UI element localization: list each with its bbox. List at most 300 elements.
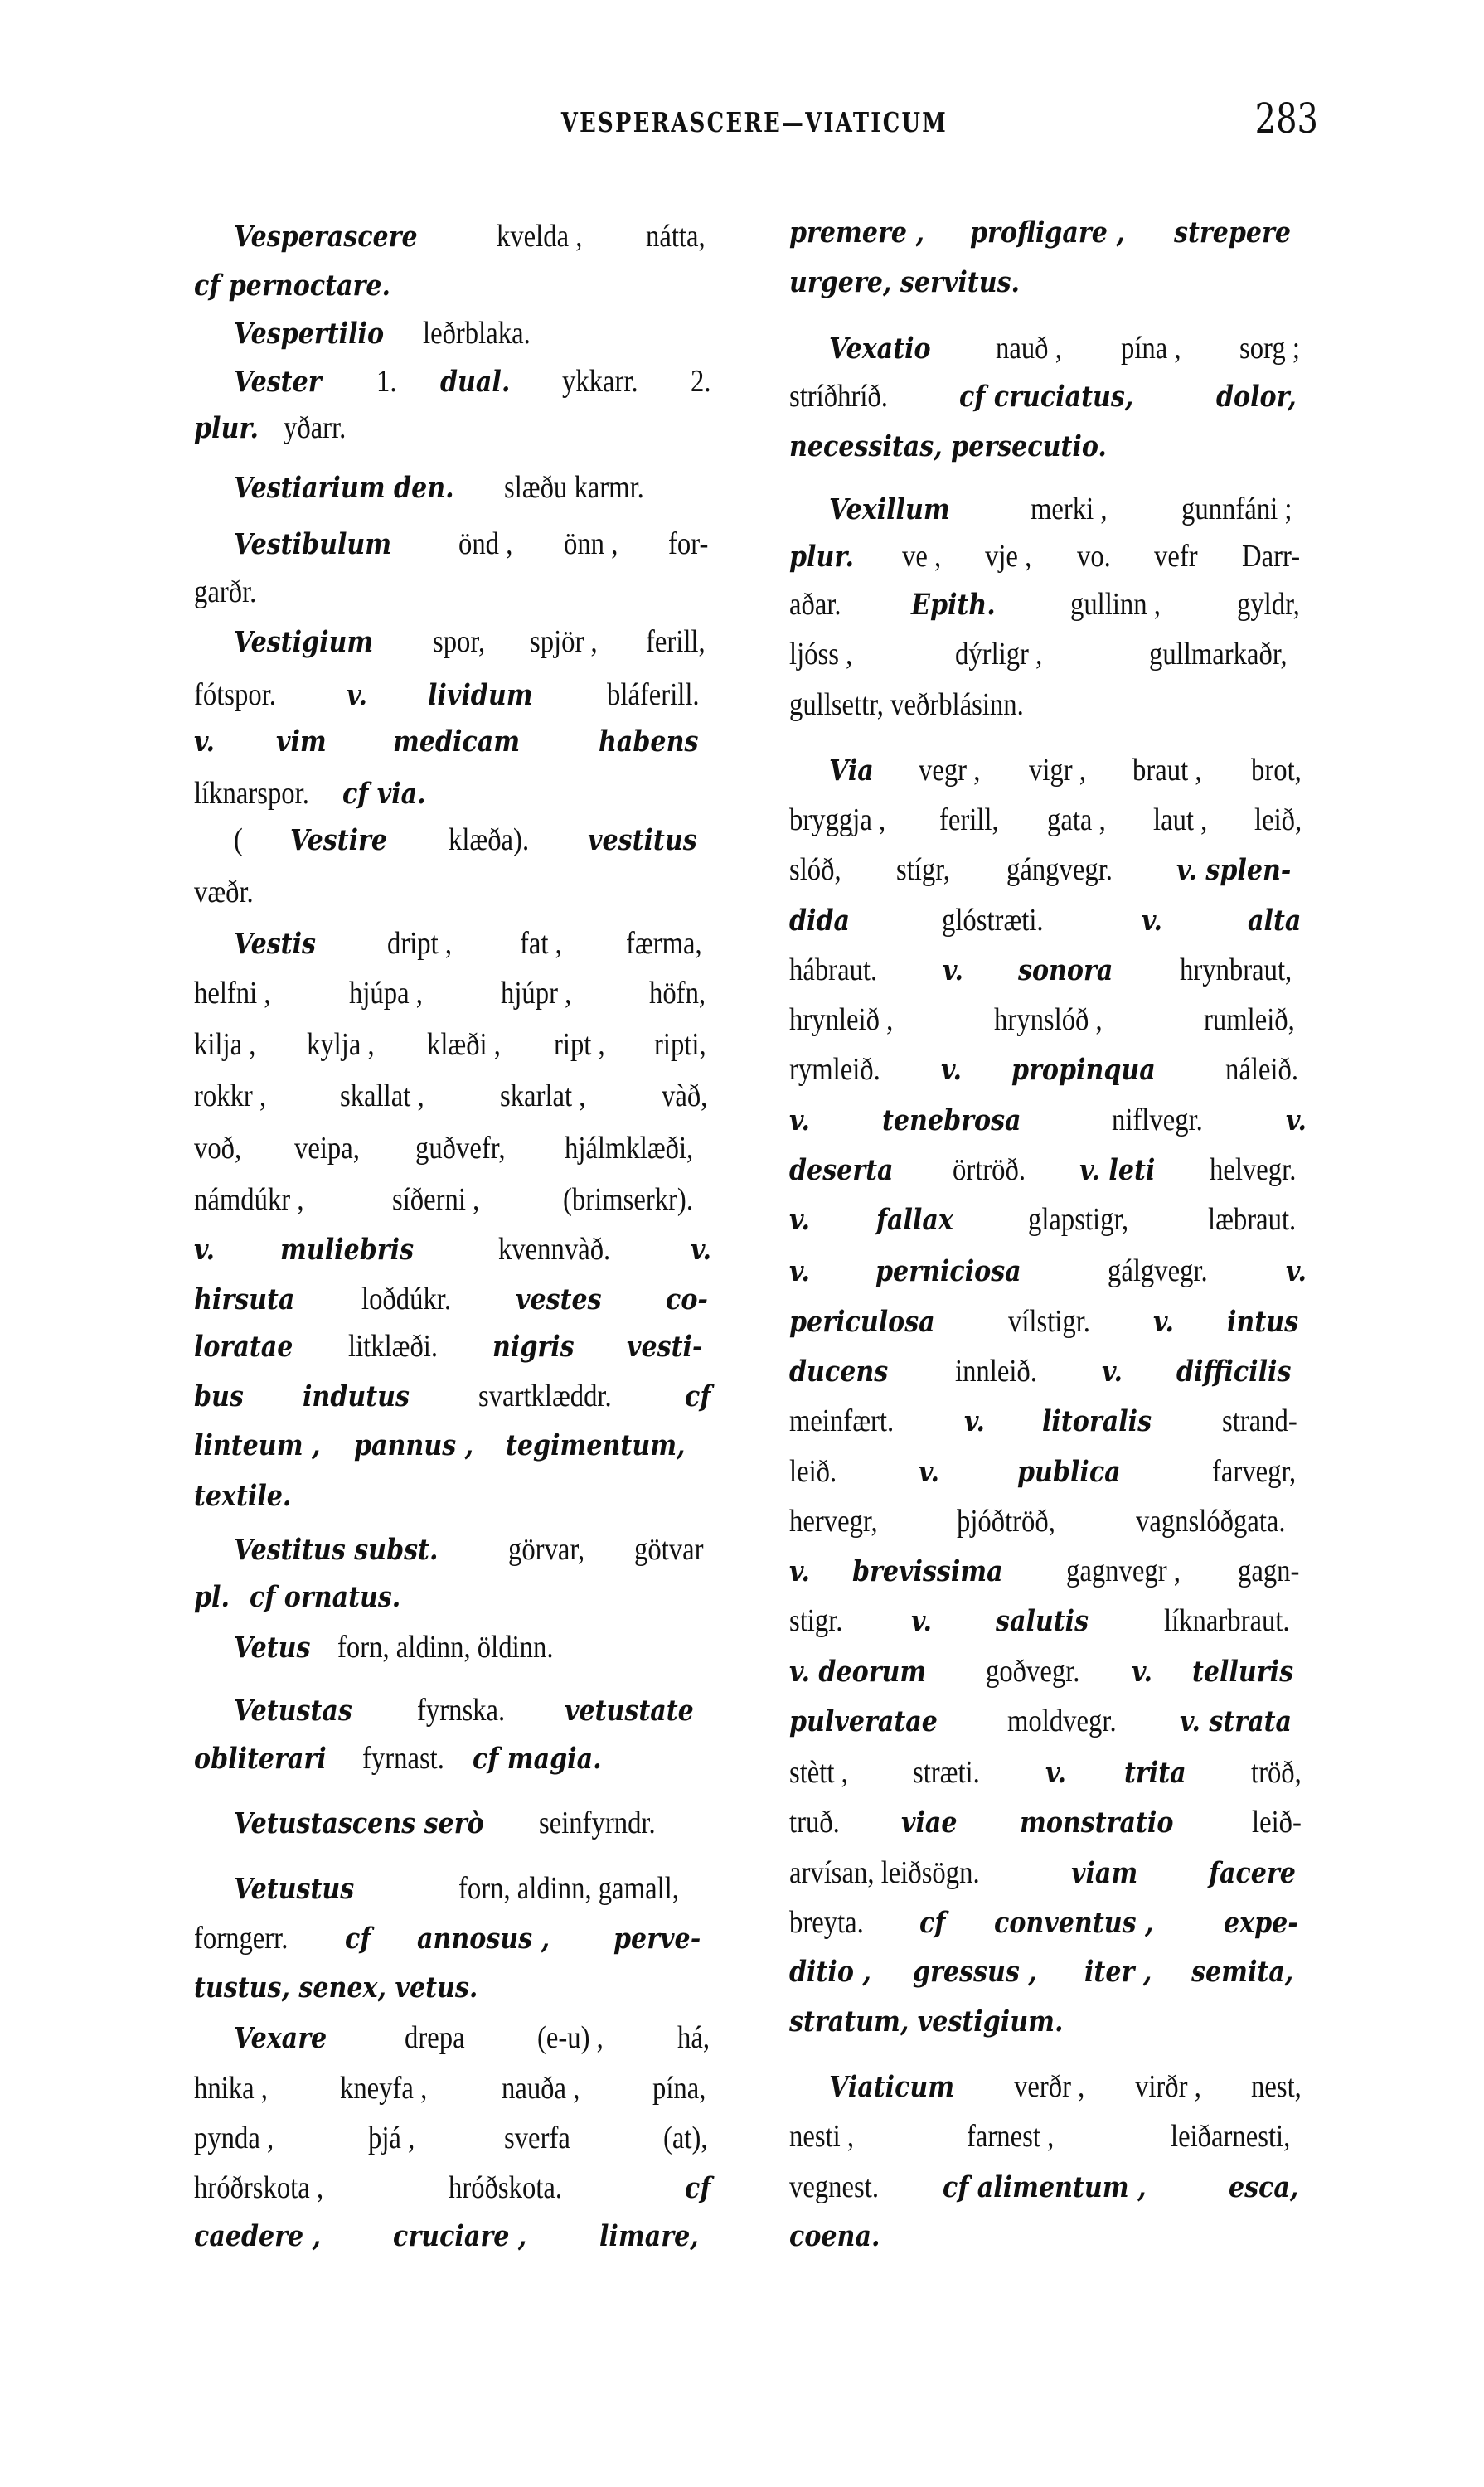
icelandic-gloss: fat , xyxy=(519,926,562,961)
text-line xyxy=(234,920,715,967)
icelandic-gloss: höfn, xyxy=(648,976,706,1011)
text-line xyxy=(194,1915,715,1961)
latin-term: Vestitus subst. xyxy=(234,1533,439,1567)
icelandic-gloss: drepa xyxy=(405,2020,465,2055)
icelandic-gloss: arvísan, leiðsögn. xyxy=(789,1855,980,1890)
latin-term: Vestiarium den. xyxy=(234,471,454,505)
latin-term: textile. xyxy=(194,1479,292,1513)
text-line xyxy=(789,1949,1310,1995)
icelandic-gloss: fyrnast. xyxy=(362,1741,445,1776)
text-line xyxy=(789,1196,1310,1243)
text-line xyxy=(194,2165,715,2211)
text-line xyxy=(789,947,1310,993)
icelandic-gloss: hjálmklæði, xyxy=(565,1131,694,1166)
icelandic-gloss: hrynbraut, xyxy=(1179,953,1292,987)
text-line xyxy=(789,424,1310,470)
latin-term: vim xyxy=(276,725,327,759)
latin-term: cf via. xyxy=(342,777,426,811)
icelandic-gloss: gunnfáni ; xyxy=(1181,492,1292,526)
text-line xyxy=(789,1147,1310,1193)
text-line xyxy=(194,1276,715,1322)
text-line xyxy=(194,1073,715,1119)
latin-term: v. xyxy=(1285,1103,1307,1137)
icelandic-gloss: guðvefr, xyxy=(415,1131,506,1166)
latin-term: v. xyxy=(1285,1254,1307,1288)
latin-term: strepere xyxy=(1173,216,1292,250)
latin-term: v. xyxy=(789,1203,810,1237)
icelandic-gloss: síðerni , xyxy=(391,1182,479,1217)
text-line xyxy=(194,770,715,817)
text-line xyxy=(194,1176,715,1223)
latin-term: urgere, servitus. xyxy=(789,265,1021,299)
latin-term: salutis xyxy=(995,1604,1089,1638)
latin-term: dual. xyxy=(440,365,511,399)
text-line xyxy=(234,2014,715,2061)
icelandic-gloss: ljóss , xyxy=(789,637,853,671)
icelandic-gloss: meinfært. xyxy=(789,1403,895,1438)
latin-term: v. xyxy=(1142,904,1163,938)
icelandic-gloss: klæða). xyxy=(448,822,530,857)
icelandic-gloss: dýrligr , xyxy=(955,637,1043,671)
icelandic-gloss: pynda , xyxy=(194,2121,274,2155)
latin-term: iter , xyxy=(1084,1955,1152,1989)
icelandic-gloss: ripti, xyxy=(654,1027,706,1062)
latin-term: telluris xyxy=(1192,1655,1294,1689)
icelandic-gloss: tröð, xyxy=(1251,1755,1302,1790)
latin-term: nigris xyxy=(492,1330,575,1364)
text-line xyxy=(194,405,715,451)
text-line xyxy=(789,1097,1310,1143)
latin-term: ditio , xyxy=(789,1955,871,1989)
text-line xyxy=(789,1398,1310,1444)
text-line xyxy=(194,970,715,1016)
icelandic-gloss: námdúkr , xyxy=(194,1182,304,1217)
icelandic-gloss: niflvegr. xyxy=(1111,1103,1203,1137)
icelandic-gloss: gullsettr, veðrblásinn. xyxy=(789,687,1024,722)
icelandic-gloss: leðrblaka. xyxy=(423,316,531,351)
text-line xyxy=(234,213,715,259)
icelandic-gloss: líknarbraut. xyxy=(1163,1603,1290,1638)
latin-term: ducens xyxy=(789,1355,889,1389)
icelandic-gloss: Darr- xyxy=(1242,539,1301,574)
icelandic-gloss: goðvegr. xyxy=(985,1654,1079,1689)
latin-term: hirsuta xyxy=(194,1282,295,1316)
latin-term: cf xyxy=(919,1906,946,1940)
icelandic-gloss: truð. xyxy=(789,1805,840,1840)
text-line xyxy=(234,358,715,405)
latin-term: caedere , xyxy=(194,2219,322,2253)
icelandic-gloss: aðar. xyxy=(789,587,841,622)
icelandic-gloss: seinfyrndr. xyxy=(539,1806,656,1840)
icelandic-gloss: moldvegr. xyxy=(1006,1704,1117,1738)
latin-term: plur. xyxy=(194,411,259,445)
icelandic-gloss: ykkarr. xyxy=(562,364,638,399)
icelandic-gloss: hrynslóð , xyxy=(993,1002,1103,1037)
latin-term: Vestigium xyxy=(234,625,374,659)
text-line xyxy=(789,1999,1310,2045)
latin-term: viam xyxy=(1070,1856,1138,1890)
latin-term: Vetustascens serò xyxy=(234,1806,484,1840)
latin-term: v. xyxy=(789,1254,810,1288)
latin-term: fallax xyxy=(875,1203,953,1237)
latin-term: pulveratae xyxy=(789,1704,938,1738)
icelandic-gloss: kvelda , xyxy=(497,219,583,254)
text-line xyxy=(789,210,1310,256)
latin-term: perniciosa xyxy=(875,1254,1021,1288)
icelandic-gloss: skallat , xyxy=(339,1079,424,1113)
icelandic-gloss: sverfa xyxy=(504,2121,571,2155)
icelandic-gloss: brot, xyxy=(1251,753,1302,788)
icelandic-gloss: ferill, xyxy=(939,802,999,837)
text-line xyxy=(194,2115,715,2161)
icelandic-gloss: færma, xyxy=(626,926,703,961)
icelandic-gloss: kilja , xyxy=(194,1027,256,1062)
icelandic-gloss: helfni , xyxy=(194,976,271,1011)
latin-term: Vespertilio xyxy=(234,317,385,351)
icelandic-gloss: pína , xyxy=(1121,331,1181,366)
latin-term: periculosa xyxy=(789,1305,935,1339)
latin-term: Via xyxy=(829,754,874,788)
icelandic-gloss: stigr. xyxy=(789,1603,843,1638)
latin-term: expe- xyxy=(1223,1906,1298,1940)
icelandic-gloss: gángvegr. xyxy=(1006,852,1113,887)
icelandic-gloss: há, xyxy=(677,2020,710,2055)
text-line xyxy=(194,671,715,718)
latin-term: v. xyxy=(1045,1756,1066,1790)
latin-term: Vexatio xyxy=(829,332,931,366)
text-line xyxy=(789,259,1310,306)
icelandic-gloss: dript , xyxy=(386,926,452,961)
icelandic-gloss: fyrnska. xyxy=(416,1693,505,1728)
latin-term: Vesperascere xyxy=(234,220,418,254)
icelandic-gloss: hrynleið , xyxy=(789,1002,894,1037)
icelandic-gloss: nest, xyxy=(1251,2069,1302,2104)
icelandic-gloss: stríðhríð. xyxy=(789,379,888,414)
latin-term: limare, xyxy=(599,2219,699,2253)
text-line xyxy=(789,797,1310,843)
latin-term: alta xyxy=(1248,904,1302,938)
icelandic-gloss: líknarspor. xyxy=(194,776,309,811)
latin-term: v. xyxy=(690,1233,711,1267)
text-line xyxy=(234,618,715,665)
icelandic-gloss: kneyfa , xyxy=(339,2071,428,2106)
text-line xyxy=(789,581,1310,628)
icelandic-gloss: loðdúkr. xyxy=(361,1282,451,1316)
latin-term: Epith. xyxy=(910,588,996,622)
icelandic-gloss: ript , xyxy=(553,1027,605,1062)
icelandic-gloss: forn, aldinn, öldinn. xyxy=(337,1630,554,1665)
text-line xyxy=(234,1526,715,1573)
latin-term: bus xyxy=(194,1379,244,1413)
icelandic-gloss: hjúpr , xyxy=(501,976,572,1011)
latin-term: cf magia. xyxy=(472,1742,602,1776)
icelandic-gloss: örtröð. xyxy=(952,1152,1026,1187)
latin-term: Vetustas xyxy=(234,1694,352,1728)
icelandic-gloss: vàð, xyxy=(661,1079,707,1113)
latin-term: Vexillum xyxy=(829,492,950,526)
icelandic-gloss: svartklæddr. xyxy=(478,1379,612,1413)
icelandic-gloss: bryggja , xyxy=(789,802,886,837)
icelandic-gloss: verðr , xyxy=(1013,2069,1085,2104)
icelandic-gloss: gagnvegr , xyxy=(1066,1554,1181,1588)
latin-term: muliebris xyxy=(280,1233,415,1267)
latin-term: tustus, senex, vetus. xyxy=(194,1971,478,2005)
latin-term: brevissima xyxy=(851,1554,1003,1588)
icelandic-gloss: nauð , xyxy=(996,331,1062,366)
icelandic-gloss: strand- xyxy=(1222,1403,1298,1438)
icelandic-gloss: ferill, xyxy=(645,624,706,659)
icelandic-gloss: stræti. xyxy=(912,1755,980,1790)
icelandic-gloss: litklæði. xyxy=(348,1329,439,1364)
latin-term: Vexare xyxy=(234,2021,327,2055)
latin-term: cruciare , xyxy=(392,2219,526,2253)
running-title: VESPERASCERE—VIATICUM xyxy=(560,106,948,138)
latin-term: Vestire xyxy=(289,823,387,857)
latin-term: sonora xyxy=(1018,953,1113,987)
icelandic-gloss: rymleið. xyxy=(789,1052,880,1087)
latin-term: loratae xyxy=(194,1330,293,1364)
text-line xyxy=(789,631,1310,677)
latin-term: profligare , xyxy=(970,216,1125,250)
icelandic-gloss: leið- xyxy=(1252,1805,1302,1840)
text-line xyxy=(194,1965,715,2011)
latin-term: v. xyxy=(194,1233,215,1267)
latin-term: perve- xyxy=(613,1922,701,1956)
icelandic-gloss: pína, xyxy=(652,2071,706,2106)
latin-term: Viaticum xyxy=(829,2070,955,2104)
text-line xyxy=(829,325,1310,371)
icelandic-gloss: (e-u) , xyxy=(537,2020,604,2055)
text-line xyxy=(789,996,1310,1043)
icelandic-gloss: gullmarkaðr, xyxy=(1149,637,1288,671)
latin-term: Vestibulum xyxy=(234,527,392,561)
text-line xyxy=(194,1473,715,1520)
latin-term: plur. xyxy=(789,540,854,574)
text-line xyxy=(789,1749,1310,1796)
text-line xyxy=(789,1698,1310,1744)
latin-term: intus xyxy=(1226,1305,1298,1339)
icelandic-gloss: merki , xyxy=(1031,492,1108,526)
icelandic-gloss: farvegr, xyxy=(1212,1454,1297,1489)
icelandic-gloss: klæði , xyxy=(426,1027,501,1062)
text-line xyxy=(194,1574,715,1621)
icelandic-gloss: gullinn , xyxy=(1070,587,1161,622)
latin-term: v. xyxy=(941,1053,963,1087)
icelandic-gloss: farnest , xyxy=(967,2119,1055,2154)
icelandic-gloss: sorg ; xyxy=(1239,331,1301,366)
text-line xyxy=(194,1323,715,1370)
icelandic-gloss: vigr , xyxy=(1028,753,1086,788)
icelandic-gloss: hróðskota. xyxy=(448,2170,562,2205)
icelandic-gloss: gyldr, xyxy=(1236,587,1300,622)
latin-term: deserta xyxy=(789,1153,894,1187)
latin-term: viae xyxy=(901,1806,958,1840)
latin-term: v. leti xyxy=(1079,1153,1156,1187)
latin-term: vetustate xyxy=(564,1694,694,1728)
icelandic-gloss: stígr, xyxy=(896,852,951,887)
icelandic-gloss: forn, aldinn, gamall, xyxy=(458,1871,679,1906)
icelandic-gloss: hnika , xyxy=(194,2071,268,2106)
icelandic-gloss: hróðrskota , xyxy=(194,2170,324,2205)
text-line xyxy=(194,2213,715,2260)
latin-term: v. xyxy=(789,1103,810,1137)
latin-term: gressus , xyxy=(912,1955,1037,1989)
icelandic-gloss: for- xyxy=(667,526,709,561)
latin-term: tenebrosa xyxy=(881,1103,1021,1137)
text-line xyxy=(194,263,715,309)
text-line xyxy=(194,869,715,915)
icelandic-gloss: spjör , xyxy=(530,624,599,659)
latin-term: v. deorum xyxy=(789,1655,927,1689)
icelandic-gloss: hervegr, xyxy=(789,1504,878,1539)
text-line xyxy=(234,464,715,511)
icelandic-gloss: vefr xyxy=(1153,539,1198,574)
text-line xyxy=(234,1687,715,1733)
latin-term: pl. xyxy=(194,1580,230,1614)
latin-term: indutus xyxy=(303,1379,410,1413)
latin-term: premere , xyxy=(789,216,925,250)
icelandic-gloss: helvegr. xyxy=(1209,1152,1296,1187)
icelandic-gloss: garðr. xyxy=(194,574,257,609)
icelandic-gloss: stètt , xyxy=(789,1755,848,1790)
latin-term: coena. xyxy=(789,2219,880,2253)
latin-term: v. xyxy=(1101,1355,1123,1389)
icelandic-gloss: görvar, xyxy=(508,1532,585,1567)
text-line xyxy=(789,1648,1310,1694)
icelandic-gloss: laut , xyxy=(1153,802,1208,837)
icelandic-gloss: vagnslóðgata. xyxy=(1135,1504,1286,1539)
icelandic-gloss: vje , xyxy=(985,539,1032,574)
latin-term: cf alimentum , xyxy=(942,2170,1147,2204)
icelandic-gloss: slæðu karmr. xyxy=(504,470,645,505)
text-line xyxy=(789,1899,1310,1946)
icelandic-gloss: kvennvàð. xyxy=(497,1232,610,1267)
latin-term: vestitus xyxy=(587,823,697,857)
latin-term: v. splen- xyxy=(1176,853,1292,887)
icelandic-gloss: önn , xyxy=(563,526,618,561)
text-line xyxy=(789,1046,1310,1093)
text-line xyxy=(789,1849,1310,1896)
icelandic-gloss: yðarr. xyxy=(284,410,347,445)
latin-term: Vetus xyxy=(234,1631,311,1665)
latin-term: conventus , xyxy=(993,1906,1154,1940)
text-line xyxy=(789,2164,1310,2210)
latin-term: lividum xyxy=(428,678,533,712)
icelandic-gloss: breyta. xyxy=(789,1905,864,1940)
latin-term: cf xyxy=(684,1379,710,1413)
icelandic-gloss: vegr , xyxy=(919,753,981,788)
icelandic-gloss: vo. xyxy=(1077,539,1111,574)
text-line xyxy=(789,1498,1310,1544)
text-line xyxy=(789,1248,1310,1294)
icelandic-gloss: (brimserkr). xyxy=(563,1182,694,1217)
icelandic-gloss: gata , xyxy=(1046,802,1106,837)
icelandic-gloss: forngerr. xyxy=(194,1921,289,1956)
icelandic-gloss: skarlat , xyxy=(499,1079,586,1113)
latin-term: v. xyxy=(1131,1655,1152,1689)
icelandic-gloss: spor, xyxy=(432,624,485,659)
latin-term: habens xyxy=(598,725,699,759)
text-line xyxy=(194,719,715,765)
latin-term: cf pernoctare. xyxy=(194,269,390,303)
text-line xyxy=(789,846,1310,893)
icelandic-gloss: nauða , xyxy=(501,2071,580,2106)
latin-term: propinqua xyxy=(1011,1053,1156,1087)
latin-term: v. strata xyxy=(1179,1704,1292,1738)
latin-term: publica xyxy=(1017,1455,1122,1489)
latin-term: v. xyxy=(943,953,964,987)
icelandic-gloss: rokkr , xyxy=(194,1079,267,1113)
icelandic-gloss: önd , xyxy=(458,526,513,561)
text-line xyxy=(234,817,715,863)
icelandic-gloss: nátta, xyxy=(645,219,706,254)
icelandic-gloss: (at), xyxy=(662,2121,708,2155)
text-line xyxy=(789,1348,1310,1394)
latin-term: v. xyxy=(964,1404,986,1438)
latin-term: necessitas, persecutio. xyxy=(789,429,1107,463)
icelandic-gloss: læbraut. xyxy=(1207,1202,1296,1237)
text-line xyxy=(789,1298,1310,1345)
latin-term: v. xyxy=(1153,1305,1175,1339)
latin-term: vestes xyxy=(515,1282,602,1316)
icelandic-gloss: innleið. xyxy=(955,1354,1038,1389)
latin-term: esca, xyxy=(1228,2170,1299,2204)
text-line xyxy=(234,310,715,356)
icelandic-gloss: hjúpa , xyxy=(349,976,424,1011)
text-line xyxy=(194,569,715,615)
text-line xyxy=(234,1800,715,1846)
latin-term: dolor, xyxy=(1216,380,1297,414)
latin-term: Vester xyxy=(234,365,322,399)
text-line xyxy=(194,1125,715,1171)
text-line xyxy=(194,1226,715,1273)
icelandic-gloss: rumleið, xyxy=(1204,1002,1296,1037)
icelandic-gloss: götvar xyxy=(633,1532,704,1567)
latin-term: pannus , xyxy=(353,1428,474,1462)
icelandic-gloss: nesti , xyxy=(789,2119,855,2154)
latin-term: semita, xyxy=(1191,1955,1293,1989)
text-line xyxy=(194,1735,715,1782)
latin-term: linteum , xyxy=(194,1428,321,1462)
text-line xyxy=(789,897,1310,943)
text-line xyxy=(789,1548,1310,1594)
latin-term: cf ornatus. xyxy=(250,1580,401,1614)
icelandic-gloss: væðr. xyxy=(194,875,254,909)
latin-term: Vetustus xyxy=(234,1872,355,1906)
icelandic-gloss: bláferill. xyxy=(607,677,700,712)
icelandic-gloss: slóð, xyxy=(789,852,841,887)
latin-term: monstratio xyxy=(1020,1806,1174,1840)
text-line xyxy=(829,486,1310,532)
latin-term: trita xyxy=(1124,1756,1186,1790)
latin-term: co- xyxy=(665,1282,708,1316)
text-line xyxy=(194,1373,715,1419)
latin-term: cf xyxy=(345,1922,371,1956)
icelandic-gloss: fótspor. xyxy=(194,677,276,712)
text-line xyxy=(829,747,1310,793)
text-line xyxy=(789,2213,1310,2260)
icelandic-gloss: náleið. xyxy=(1225,1052,1298,1087)
icelandic-gloss: þjá , xyxy=(368,2121,415,2155)
icelandic-gloss: leið, xyxy=(1254,802,1302,837)
text-line xyxy=(194,1423,715,1469)
text-line xyxy=(789,1799,1310,1845)
text-line xyxy=(829,2063,1310,2110)
icelandic-gloss: gálgvegr. xyxy=(1107,1253,1208,1288)
page-number: 283 xyxy=(1254,95,1318,143)
latin-term: stratum, vestigium. xyxy=(789,2005,1064,2039)
icelandic-gloss: 2. xyxy=(691,364,711,399)
